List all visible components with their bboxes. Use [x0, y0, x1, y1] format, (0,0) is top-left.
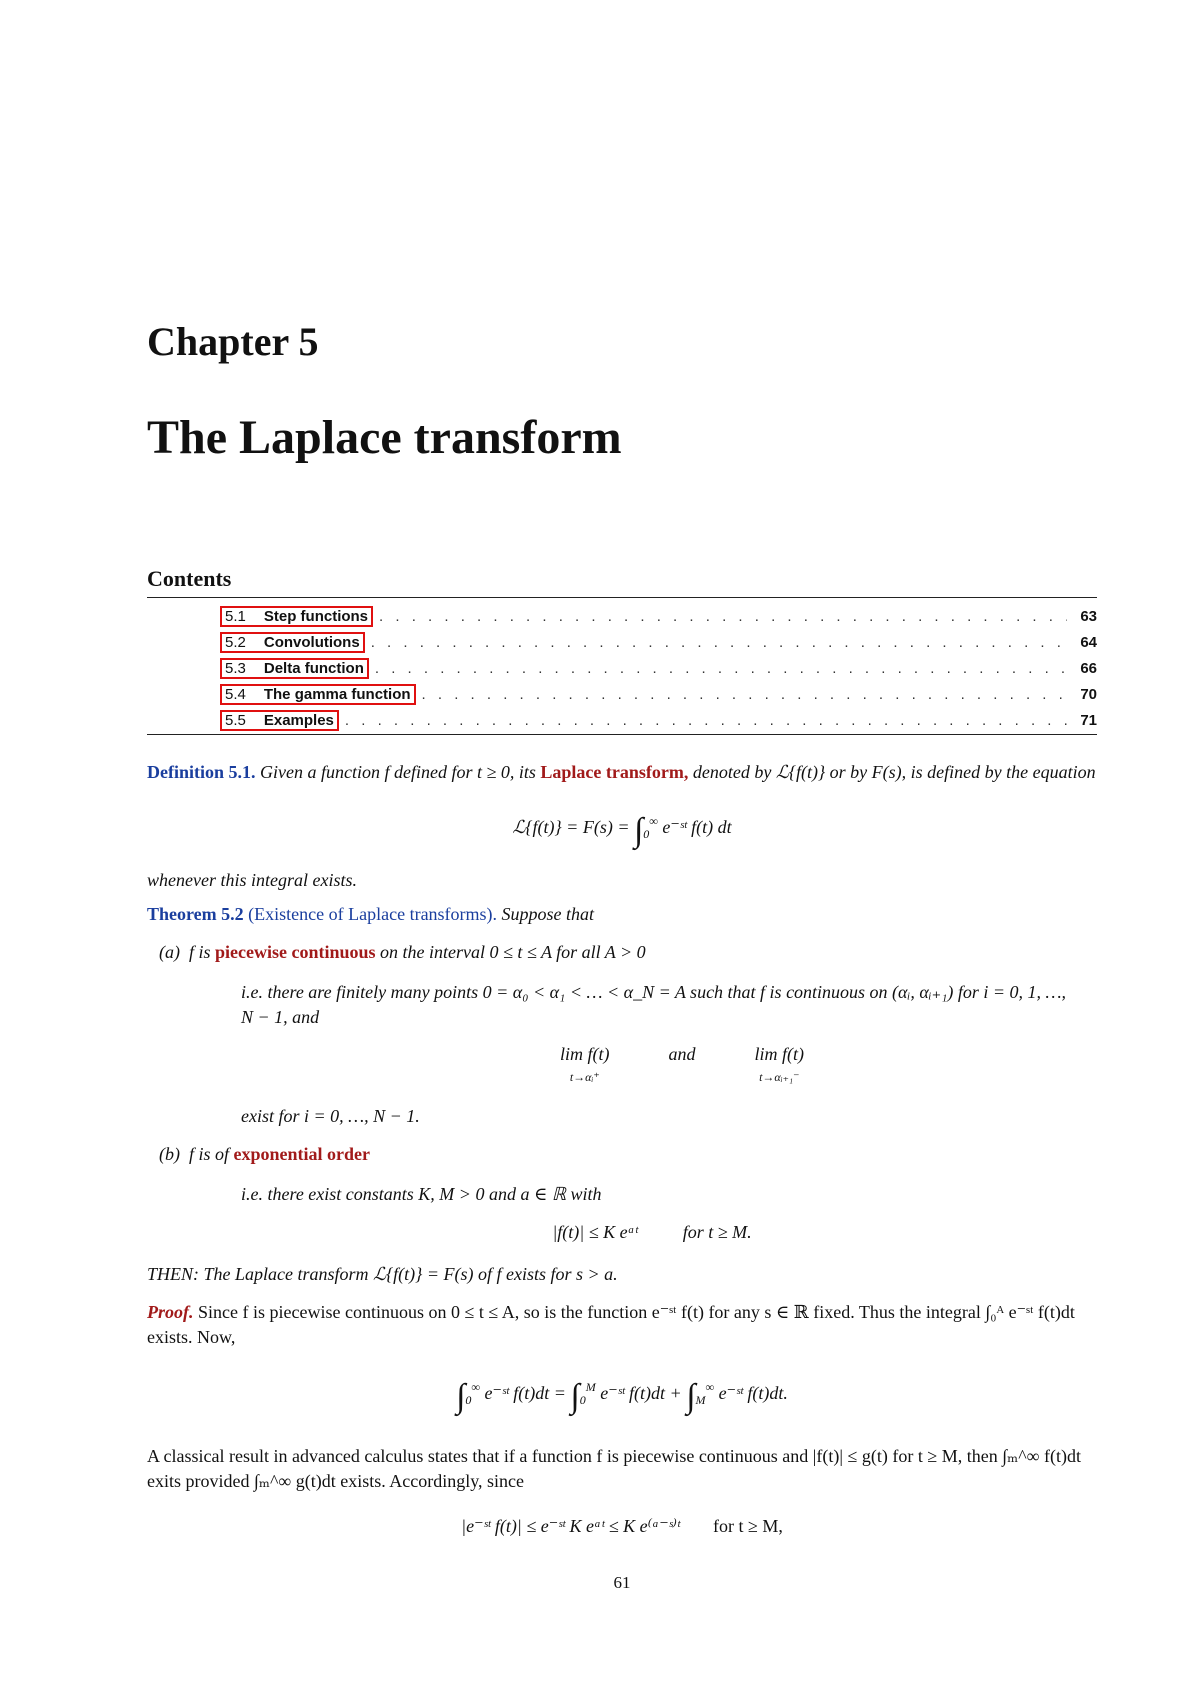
integral-split-equation: $\int_0^\infty$ e⁻ˢᵗ $f(t)dt = \int_0^M$ e⁻ˢᵗ $f(t)dt + \int_M^\infty$ e⁻ˢᵗ f(t)dt. [456, 1378, 788, 1415]
proof-paragraph-1: Proof. Since f is piecewise continuous on 0 ≤ t ≤ A, so is the function e⁻ˢᵗ f(t) for any s ∈ ℝ fixed. Thus the integral ∫₀ᴬ e⁻ˢᵗ f(t)dt exists. Now, [147, 1302, 1075, 1347]
contents-bottom-rule [147, 734, 1097, 735]
toc-entry [220, 629, 1097, 655]
toc-entry [220, 655, 1097, 681]
definition-equation: ℒ{f(t)} = $F(s) = \int_0^\infty$ e⁻ˢᵗ f(t) dt [512, 812, 732, 849]
limits-exist: exist for i = 0, …, N − 1. [241, 1106, 420, 1126]
contents-top-rule [147, 597, 1097, 598]
table-of-contents [220, 603, 1097, 733]
toc-entry [220, 707, 1097, 733]
definition-5-1: Definition 5.1. Given a function f defined for t ≥ 0, its Laplace transform, denoted by ℒ{f(t)} or by F(s), is defined by the equation [147, 762, 1096, 782]
toc-entry [220, 681, 1097, 707]
theorem-label[interactable]: Theorem 5.2 [147, 904, 244, 924]
exponential-order-equation: |f(t)| ≤ K eᵃᵗ for t ≥ M. [552, 1222, 752, 1242]
condition-b: (b) f is of exponential order [159, 1144, 371, 1164]
toc-link-step-functions[interactable]: 5.1 Step functions [220, 606, 373, 627]
limits-equation: lim f(t) t→αᵢ⁺ and lim f(t) t→αᵢ₊₁⁻ [560, 1044, 804, 1084]
bound-equation: |e⁻ˢᵗ f(t)| ≤ e⁻ˢᵗ K eᵃᵗ ≤ K e⁽ᵃ⁻ˢ⁾ᵗ for t ≥ M, [461, 1516, 783, 1536]
laplace-transform-term[interactable]: Laplace transform, [540, 762, 689, 782]
theorem-5-2: Theorem 5.2 (Existence of Laplace transforms). Suppose that [147, 904, 595, 924]
integral-sign: ∫ [633, 812, 644, 849]
toc-page-number: 63 [1080, 607, 1097, 625]
exponential-order-term[interactable]: exponential order [233, 1144, 371, 1164]
chapter-title: The Laplace transform [147, 411, 622, 464]
condition-b-explanation: i.e. there exist constants K, M > 0 and a ∈ ℝ with [241, 1184, 602, 1204]
theorem-conclusion: THEN: The Laplace transform ℒ{f(t)} = F(s) of f exists for s > a. [147, 1264, 618, 1284]
toc-leader [373, 608, 1067, 625]
page [147, 0, 1097, 1696]
condition-a: (a) f is piecewise continuous on the interval 0 ≤ t ≤ A for all A > 0 [159, 942, 646, 962]
definition-label[interactable]: Definition 5.1. [147, 762, 256, 782]
toc-page-number: 71 [1080, 711, 1097, 729]
page-number: 61 [613, 1573, 631, 1592]
chapter-label: Chapter 5 [147, 319, 319, 364]
condition-a-explanation: i.e. there are finitely many points 0 = α₀ < α₁ < … < α_N = A such that f is continuous on (αᵢ, αᵢ₊₁) for i = 0, 1, …, N − 1, and [241, 982, 1067, 1027]
toc-entry [220, 603, 1097, 629]
toc-leader [416, 686, 1067, 703]
definition-tail: whenever this integral exists. [147, 870, 357, 890]
contents-heading: Contents [147, 566, 232, 591]
toc-page-number: 66 [1080, 659, 1097, 677]
toc-page-number: 70 [1080, 685, 1097, 703]
toc-leader [365, 634, 1067, 651]
proof-paragraph-2: A classical result in advanced calculus states that if a function f is piecewise continuous and |f(t)| ≤ g(t) for t ≥ M, then ∫ₘ^∞ f(t)dt exits provided ∫ₘ^∞ g(t)dt exists. Accordingly, since [147, 1446, 1081, 1491]
proof-label[interactable]: Proof. [147, 1302, 194, 1322]
toc-link-gamma-function[interactable]: 5.4 The gamma function [220, 684, 416, 705]
toc-leader [339, 712, 1067, 729]
piecewise-continuous-term[interactable]: piecewise continuous [215, 942, 376, 962]
toc-link-delta-function[interactable]: 5.3 Delta function [220, 658, 369, 679]
toc-leader [369, 660, 1067, 677]
toc-link-convolutions[interactable]: 5.2 Convolutions [220, 632, 365, 653]
theorem-name: (Existence of Laplace transforms). [248, 904, 498, 924]
toc-page-number: 64 [1080, 633, 1097, 651]
toc-link-examples[interactable]: 5.5 Examples [220, 710, 339, 731]
